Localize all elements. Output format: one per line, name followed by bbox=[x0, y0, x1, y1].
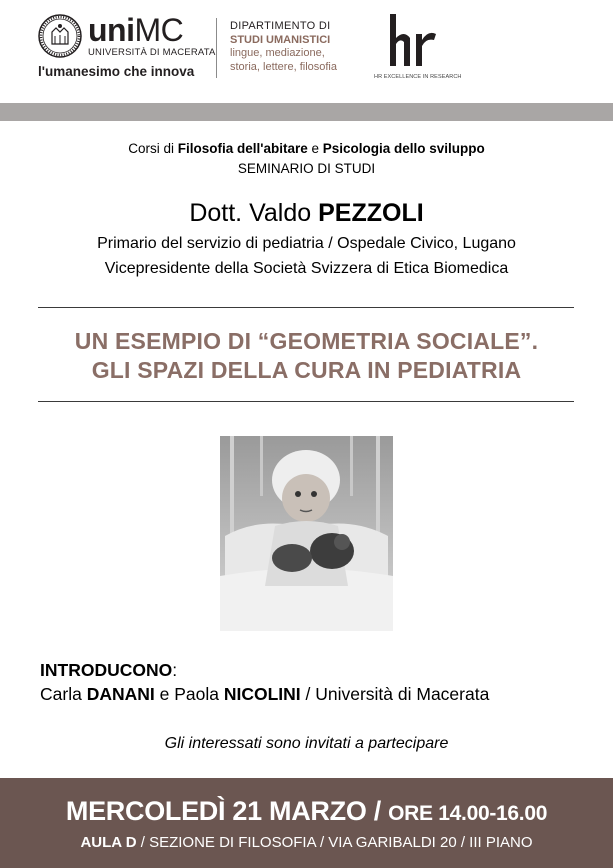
seminar-title-line2: GLI SPAZI DELLA CURA IN PEDIATRIA bbox=[91, 357, 522, 383]
header bbox=[0, 0, 613, 103]
courses-line: Corsi di Filosofia dell'abitare e Psicologia dello sviluppo bbox=[128, 141, 485, 156]
child-photo bbox=[220, 436, 393, 631]
divider-bottom bbox=[38, 401, 574, 402]
divider-top bbox=[38, 307, 574, 308]
brand-wordmark: uniMC bbox=[88, 12, 184, 48]
speaker-role-1: Primario del servizio di pediatria / Ospedale Civico, Lugano bbox=[97, 235, 516, 252]
hr-excellence-logo bbox=[380, 12, 440, 70]
department-block bbox=[230, 20, 337, 74]
dept-line1: DIPARTIMENTO DI bbox=[230, 20, 331, 32]
tagline: l'umanesimo che innova bbox=[38, 64, 195, 79]
speaker-role-2: Vicepresidente della Società Svizzera di Etica Biomedica bbox=[104, 260, 509, 277]
seminar-title-line1: UN ESEMPIO DI “GEOMETRIA SOCIALE”. bbox=[74, 328, 539, 354]
brand bbox=[88, 14, 216, 58]
hr-caption: HR EXCELLENCE IN RESEARCH bbox=[374, 74, 462, 80]
brand-university: UNIVERSITÀ DI MACERATA bbox=[88, 47, 216, 58]
seminar-label: SEMINARIO DI STUDI bbox=[237, 161, 376, 176]
header-band bbox=[0, 103, 613, 121]
header-divider bbox=[216, 18, 217, 78]
event-date-time: MERCOLEDÌ 21 MARZO / ORE 14.00-16.00 bbox=[65, 796, 548, 826]
intro-label: INTRODUCONO: bbox=[40, 660, 178, 680]
event-location: AULA D / SEZIONE DI FILOSOFIA / VIA GARIBALDI 20 / III PIANO bbox=[80, 834, 533, 851]
invitation-text: Gli interessati sono invitati a partecipare bbox=[164, 735, 449, 752]
dept-line3: lingue, mediazione, bbox=[230, 47, 325, 59]
university-seal-logo bbox=[38, 14, 82, 58]
dept-line2: STUDI UMANISTICI bbox=[230, 33, 331, 46]
speaker-name: Dott. Valdo PEZZOLI bbox=[189, 199, 424, 227]
dept-line4: storia, lettere, filosofia bbox=[230, 60, 337, 73]
intro-names: Carla DANANI e Paola NICOLINI / Università di Macerata bbox=[40, 684, 490, 704]
